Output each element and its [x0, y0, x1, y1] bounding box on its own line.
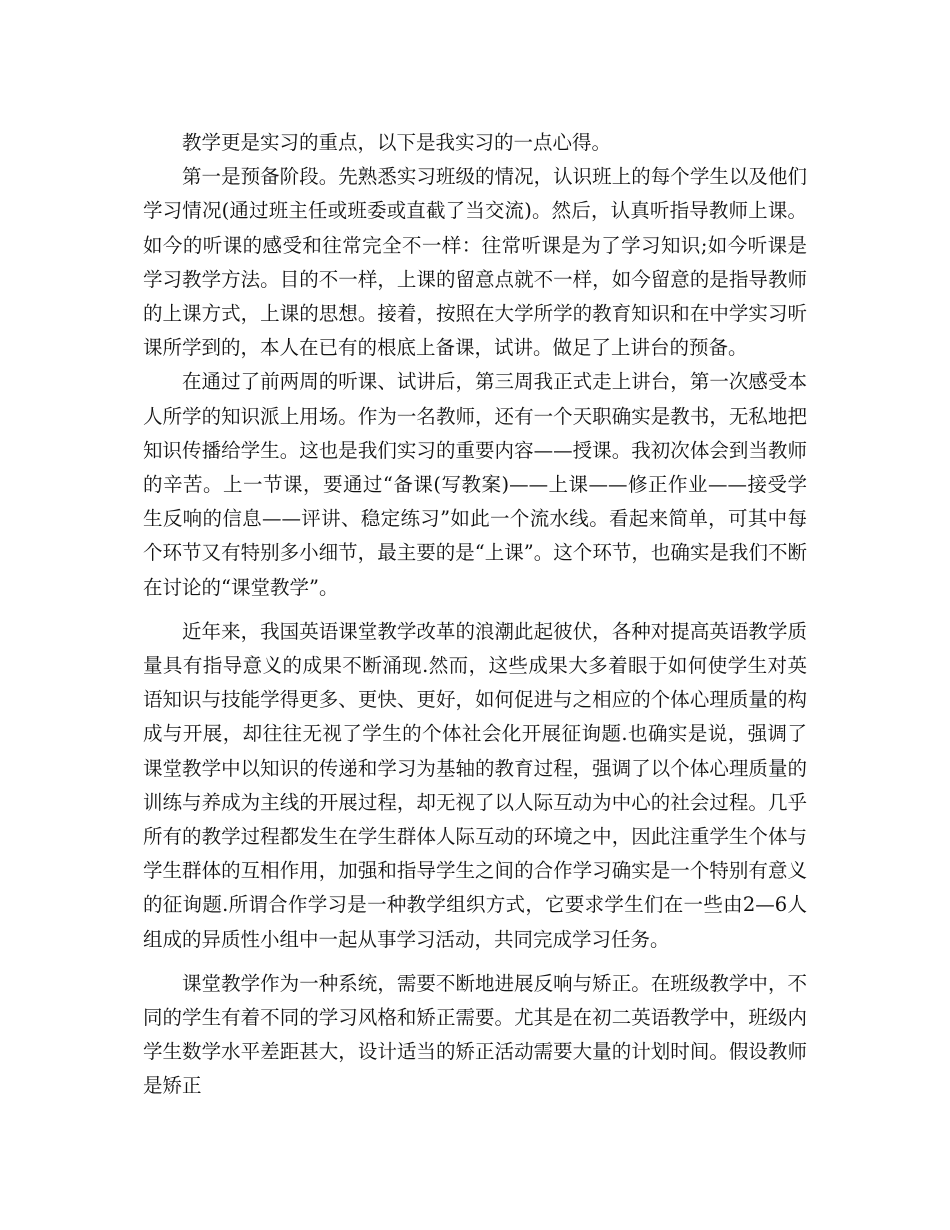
paragraph-2: 第一是预备阶段。先熟悉实习班级的情况，认识班上的每个学生以及他们学习情况(通过班主任或班委或直截了当交流)。然后，认真听指导教师上课。如今的听课的感受和往常完全不一样：往常听课是为了学习知识;如今听课是学习教学方法。目的不一样，上课的留意点就不一样，如今留意的是指导教师的上课方式，上课的思想。接着，按照在大学所学的教育知识和在中学实习听课所学到的，本人在已有的根底上备课，试讲。做足了上讲台的预备。	[143, 165, 807, 360]
paragraph-4: 近年来，我国英语课堂教学改革的浪潮此起彼伏，各种对提高英语教学质量具有指导意义的成果不断涌现.然而，这些成果大多着眼于如何使学生对英语知识与技能学得更多、更快、更好，如何促进与之相应的个体心理质量的构成与开展，却往往无视了学生的个体社会化开展征询题.也确实是说，强调了课堂教学中以知识的传递和学习为基轴的教育过程，强调了以个体心理质量的训练与养成为主线的开展过程，却无视了以人际互动为中心的社会过程。几乎所有的教学过程都发生在学生群体人际互动的环境之中，因此注重学生个体与学生群体的互相作用，加强和指导学生之间的合作学习确实是一个特别有意义的征询题.所谓合作学习是一种教学组织方式，它要求学生们在一些由2—6人组成的异质性小组中一起从事学习活动，共同完成学习任务。	[143, 619, 807, 951]
document-body	[143, 126, 807, 1104]
paragraph-5: 课堂教学作为一种系统，需要不断地进展反响与矫正。在班级教学中，不同的学生有着不同的学习风格和矫正需要。尤其是在初二英语教学中，班级内学生数学水平差距甚大，设计适当的矫正活动需要大量的计划时间。假设教师是矫正	[143, 971, 807, 1098]
paragraph-3: 在通过了前两周的听课、试讲后，第三周我正式走上讲台，第一次感受本人所学的知识派上用场。作为一名教师，还有一个天职确实是教书，无私地把知识传播给学生。这也是我们实习的重要内容——授课。我初次体会到当教师的辛苦。上一节课，要通过“备课(写教案)——上课——修正作业——接受学生反响的信息——评讲、稳定练习”如此一个流水线。看起来简单，可其中每个环节又有特别多小细节，最主要的是“上课”。这个环节，也确实是我们不断在讨论的“课堂教学”。	[143, 370, 807, 599]
paragraph-1: 教学更是实习的重点，以下是我实习的一点心得。	[182, 131, 612, 154]
